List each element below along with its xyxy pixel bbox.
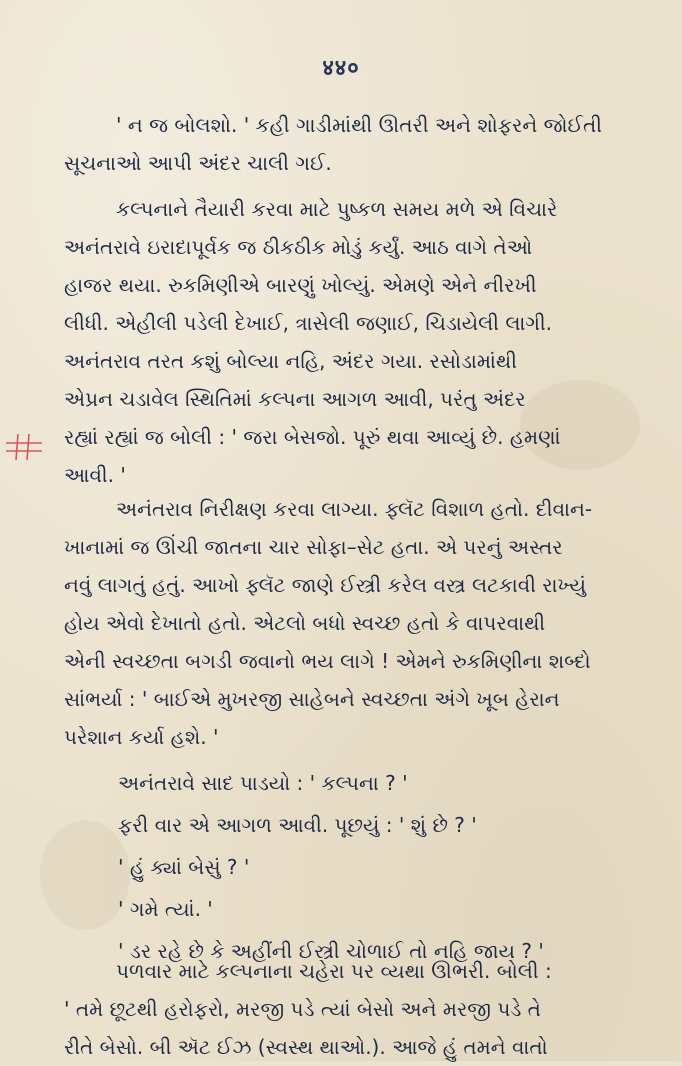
dialogue-line: અનંતરાવે સાદ પાડયો : ' કલ્પના ? ' [118,771,408,795]
paragraph-4 [64,952,636,1066]
text-line: નવું લાગતું હતું. આખો ફ્લૅટ જાણે ઈસ્ત્રી કરેલ વસ્ત્ર લટકાવી રાખ્યું [64,573,587,597]
dialogue-line: ફરી વાર એ આગળ આવી. પૂછયું : ' શું છે ? ' [118,813,477,837]
text-line: એની સ્વચ્છતા બગડી જવાનો ભય લાગે ! એમને રુકમિણીના શબ્દો [64,649,591,673]
text-line: અનંતરાવે ઇરાદાપૂર્વક જ ઠીકઠીક મોડું કર્યું. આઠ વાગે તેઓ [64,235,533,259]
paper-stain [40,820,130,930]
dialogue-line: ' હું ક્યાં બેસું ? ' [118,855,250,879]
paragraph-2 [64,190,636,494]
hash-mark-icon [2,432,46,462]
text-line: એપ્રન ચડાવેલ સ્થિતિમાં કલ્પના આગળ આવી, પરંતુ અંદર [64,387,526,411]
text-line: ' ન જ બોલશો. ' કહી ગાડીમાંથી ઊતરી અને શોફરને જોઈતી [116,113,602,137]
text-line: અનંતરાવ નિરીક્ષણ કરવા લાગ્યા. ફ્લૅટ વિશાળ હતો. દીવાન- [116,497,593,521]
text-line: પળવાર માટે કલ્પનાના ચહેરા પર વ્યથા ઊભરી. બોલી : [116,959,552,983]
text-line: હોય એવો દેખાતો હતો. એટલો બધો સ્વચ્છ હતો કે વાપરવાથી [64,611,546,635]
text-line: આવી. ' [64,463,126,487]
text-line: રીતે બેસો. બી ઍટ ઈઝ (સ્વસ્થ થાઓ.). આજે હું તમને વાતો [64,1035,548,1059]
text-line: હાજર થયા. રુકમિણીએ બારણું ખોલ્યું. એમણે એને નીરખી [64,273,537,297]
text-line: ' તમે છૂટથી હરોફરો, મરજી પડે ત્યાં બેસો અને મરજી પડે તે [64,997,541,1021]
text-line: અનંતરાવ તરત કશું બોલ્યા નહિ, અંદર ગયા. રસોડામાંથી [64,349,517,373]
text-line: પરેશાન કર્યા હશે. ' [64,725,219,749]
page-number: ४४० [322,56,360,81]
paragraph-1 [64,106,636,182]
paragraph-3 [64,490,636,756]
text-line: સૂચનાઓ આપી અંદર ચાલી ગઈ. [64,151,332,175]
dialogue-line: ' ગમે ત્યાં. ' [118,897,213,921]
text-line: કલ્પનાને તૈયારી કરવા માટે પુષ્કળ સમય મળે એ વિચારે [116,197,558,221]
text-line: લીધી. એહીલી પડેલી દેખાઈ, ત્રાસેલી જણાઈ, ચિડાયેલી લાગી. [64,311,553,335]
text-line: સાંભર્યા : ' બાઈએ મુખરજી સાહેબને સ્વચ્છતા અંગે ખૂબ હેરાન [64,687,560,711]
text-line: રહ્યાં રહ્યાં જ બોલી : ' જરા બેસજો. પૂરું થવા આવ્યું છે. હમણાં [64,425,561,449]
dialogue-line: ' ડર રહે છે કે અહીંની ઈસ્ત્રી ચોળાઈ તો નહિ જાય ? ' [118,939,544,963]
text-line: ખાનામાં જ ઊંચી જાતના ચાર સોફા–સેટ હતા. એ પરનું અસ્તર [64,535,563,559]
